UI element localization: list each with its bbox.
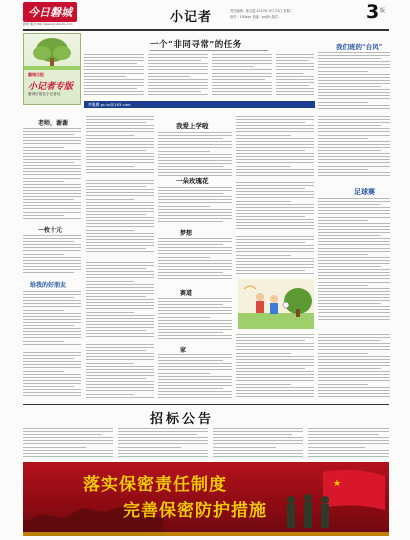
right-col-text-3 [318,198,390,328]
section-title: 小记者 [170,10,213,25]
left-col-text-1 [23,128,81,222]
poster-line2: 完善保密防护措施 [123,501,267,521]
left-badge [23,33,81,105]
left-col-text-2 [23,235,81,275]
middle-title-1: 我爱上学啦 [176,122,209,130]
lead-headline: 一个“非同寻常”的任务 [150,40,242,50]
poster-line1: 落实保密责任制度 [83,475,227,495]
masthead [0,0,410,30]
children-illustration [238,279,314,329]
right-col-text-2 [318,116,390,182]
lead-col-1 [84,54,144,100]
middle-col-b-5 [158,354,232,400]
right-col-text-1 [318,52,390,112]
middle-col-b-4 [158,298,232,342]
page-number-box [366,3,388,25]
middle-col-a-2 [86,180,154,256]
masthead-rule [23,29,389,31]
announcement-col-4 [308,428,389,460]
lead-underline [150,50,268,51]
middle-col-c-1 [236,116,314,178]
left-col-text-3 [23,291,81,347]
badge-line1: 磐城日报 [28,72,44,77]
announcement-rule-top [23,404,389,405]
badge-line2: 小记者专版 [28,82,74,92]
right-title-2: 足球赛 [354,187,375,196]
lead-blue-banner [84,101,315,108]
right-title-1: 我们班的“台风” [336,43,383,51]
middle-col-a-1 [86,116,154,174]
announcement-col-2 [118,428,208,460]
svg-text:★: ★ [333,479,342,489]
lead-col-4 [276,54,314,100]
badge-line3: 磐城日报社小记者站 [28,92,61,96]
poster-banner [23,462,389,536]
middle-title-5: 家 [180,347,187,354]
middle-col-b-3 [158,238,232,282]
children-illustration-svg [238,279,314,329]
paper-logo [23,2,77,22]
middle-col-a-4 [86,344,154,400]
announcement-title: 招标公告 [150,412,215,427]
left-col-text-4 [23,352,81,400]
middle-title-4: 赛道 [180,290,193,297]
middle-title-3: 梦想 [180,230,193,237]
right-col-text-4 [318,334,390,400]
lead-col-2 [148,54,208,100]
paper-logo-sub: 磐城日报社 http://www.pc.shantou.com [23,23,73,26]
left-section-title-3: 给我的好朋友 [30,282,67,289]
middle-col-b-1 [158,132,232,178]
middle-col-b-2 [158,187,232,223]
middle-title-2: 一朵玫瑰花 [176,177,209,185]
paper-logo-text: 今日磐城 [28,6,72,19]
masthead-info-line2: 校对：150xxx 美编：pc@c 版式： [230,15,282,19]
middle-col-c-4 [236,334,314,400]
left-section-title-1: 老师，谢谢 [38,120,69,127]
announcement-col-1 [23,428,113,460]
middle-col-a-3 [86,262,154,340]
lead-footer: 李继鹏 pc.ss@163.com [88,102,131,107]
middle-col-c-2 [236,182,314,232]
tree-illustration [24,36,80,70]
page-number: 3 [366,1,380,23]
lead-col-3 [212,54,272,100]
left-section-title-2: 一枚十元 [38,227,63,234]
masthead-info-line1: 责任编辑：陈玉霞 2010年 9月 21日 星期二 [230,9,293,13]
announcement-col-3 [213,428,303,460]
page-number-label: 版 [380,8,386,14]
middle-col-c-3 [236,236,314,276]
